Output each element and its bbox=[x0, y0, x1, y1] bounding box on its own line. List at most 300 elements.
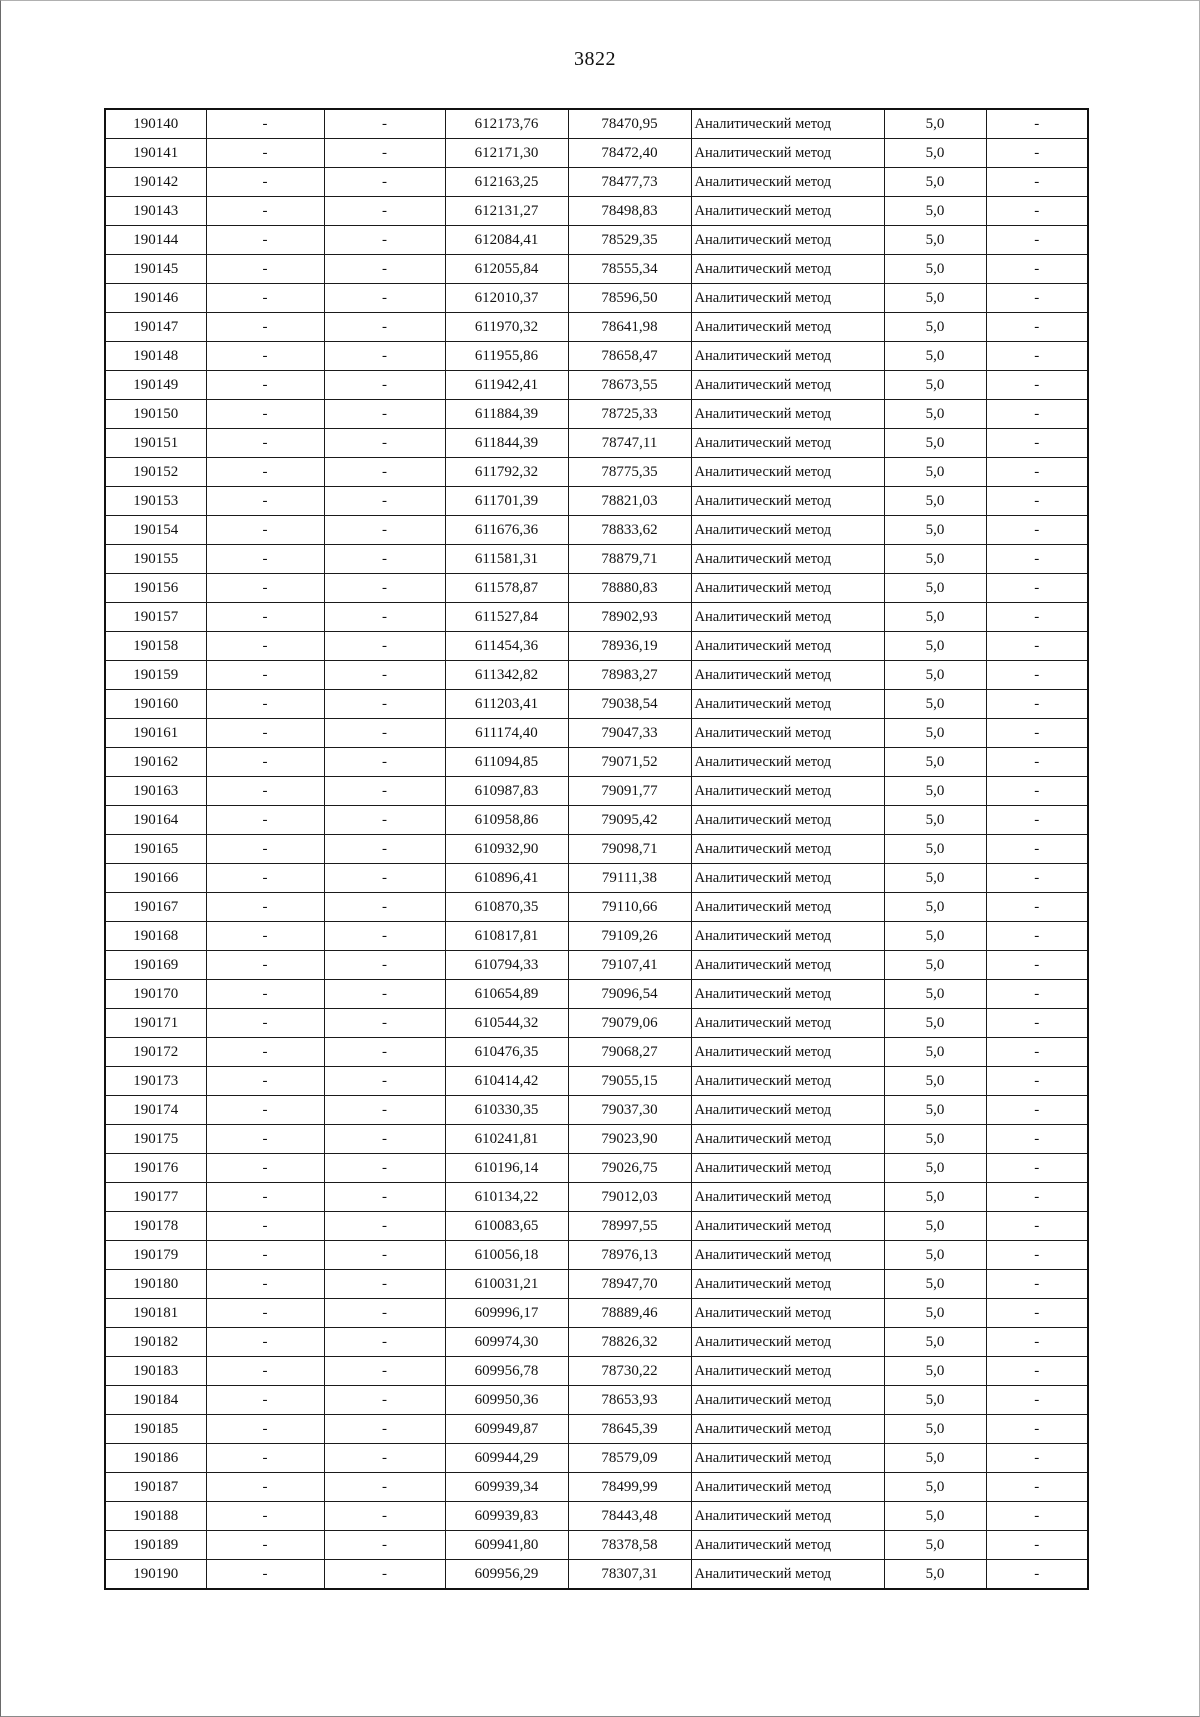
table-row bbox=[105, 109, 1088, 139]
accuracy-cell: 5,0 bbox=[884, 719, 986, 748]
accuracy-cell: 5,0 bbox=[884, 1415, 986, 1444]
accuracy-cell: 5,0 bbox=[884, 835, 986, 864]
empty-value-cell: - bbox=[206, 545, 324, 574]
empty-value-cell: - bbox=[324, 951, 445, 980]
point-number-cell: 190188 bbox=[105, 1502, 206, 1531]
method-cell: Аналитический метод bbox=[691, 690, 884, 719]
table-row bbox=[105, 777, 1088, 806]
table-row bbox=[105, 835, 1088, 864]
method-cell: Аналитический метод bbox=[691, 168, 884, 197]
empty-value-cell: - bbox=[324, 1270, 445, 1299]
y-coordinate-cell: 78470,95 bbox=[568, 109, 691, 139]
empty-value-cell: - bbox=[986, 1183, 1088, 1212]
empty-value-cell: - bbox=[324, 980, 445, 1009]
accuracy-cell: 5,0 bbox=[884, 980, 986, 1009]
accuracy-cell: 5,0 bbox=[884, 922, 986, 951]
x-coordinate-cell: 609974,30 bbox=[445, 1328, 568, 1357]
accuracy-cell: 5,0 bbox=[884, 342, 986, 371]
empty-value-cell: - bbox=[324, 1328, 445, 1357]
point-number-cell: 190182 bbox=[105, 1328, 206, 1357]
y-coordinate-cell: 78378,58 bbox=[568, 1531, 691, 1560]
empty-value-cell: - bbox=[986, 371, 1088, 400]
table-row bbox=[105, 168, 1088, 197]
empty-value-cell: - bbox=[324, 1531, 445, 1560]
empty-value-cell: - bbox=[986, 1067, 1088, 1096]
x-coordinate-cell: 611701,39 bbox=[445, 487, 568, 516]
empty-value-cell: - bbox=[206, 574, 324, 603]
x-coordinate-cell: 610794,33 bbox=[445, 951, 568, 980]
method-cell: Аналитический метод bbox=[691, 1531, 884, 1560]
empty-value-cell: - bbox=[206, 1386, 324, 1415]
x-coordinate-cell: 611792,32 bbox=[445, 458, 568, 487]
y-coordinate-cell: 79110,66 bbox=[568, 893, 691, 922]
y-coordinate-cell: 79109,26 bbox=[568, 922, 691, 951]
method-cell: Аналитический метод bbox=[691, 1415, 884, 1444]
empty-value-cell: - bbox=[986, 1560, 1088, 1590]
method-cell: Аналитический метод bbox=[691, 748, 884, 777]
empty-value-cell: - bbox=[324, 1212, 445, 1241]
table-row bbox=[105, 1560, 1088, 1590]
accuracy-cell: 5,0 bbox=[884, 777, 986, 806]
x-coordinate-cell: 612173,76 bbox=[445, 109, 568, 139]
accuracy-cell: 5,0 bbox=[884, 1560, 986, 1590]
y-coordinate-cell: 78936,19 bbox=[568, 632, 691, 661]
y-coordinate-cell: 79098,71 bbox=[568, 835, 691, 864]
y-coordinate-cell: 78529,35 bbox=[568, 226, 691, 255]
point-number-cell: 190172 bbox=[105, 1038, 206, 1067]
method-cell: Аналитический метод bbox=[691, 835, 884, 864]
accuracy-cell: 5,0 bbox=[884, 1212, 986, 1241]
empty-value-cell: - bbox=[986, 197, 1088, 226]
y-coordinate-cell: 78596,50 bbox=[568, 284, 691, 313]
table-row bbox=[105, 1154, 1088, 1183]
empty-value-cell: - bbox=[986, 429, 1088, 458]
table-row bbox=[105, 197, 1088, 226]
table-row bbox=[105, 1328, 1088, 1357]
x-coordinate-cell: 612163,25 bbox=[445, 168, 568, 197]
empty-value-cell: - bbox=[206, 487, 324, 516]
method-cell: Аналитический метод bbox=[691, 1299, 884, 1328]
empty-value-cell: - bbox=[324, 632, 445, 661]
empty-value-cell: - bbox=[206, 951, 324, 980]
empty-value-cell: - bbox=[206, 1183, 324, 1212]
accuracy-cell: 5,0 bbox=[884, 951, 986, 980]
accuracy-cell: 5,0 bbox=[884, 255, 986, 284]
empty-value-cell: - bbox=[324, 1154, 445, 1183]
y-coordinate-cell: 79055,15 bbox=[568, 1067, 691, 1096]
empty-value-cell: - bbox=[986, 1444, 1088, 1473]
point-number-cell: 190167 bbox=[105, 893, 206, 922]
empty-value-cell: - bbox=[324, 400, 445, 429]
y-coordinate-cell: 78477,73 bbox=[568, 168, 691, 197]
empty-value-cell: - bbox=[324, 864, 445, 893]
method-cell: Аналитический метод bbox=[691, 661, 884, 690]
empty-value-cell: - bbox=[206, 1444, 324, 1473]
x-coordinate-cell: 609944,29 bbox=[445, 1444, 568, 1473]
y-coordinate-cell: 79037,30 bbox=[568, 1096, 691, 1125]
table-row bbox=[105, 1386, 1088, 1415]
method-cell: Аналитический метод bbox=[691, 1328, 884, 1357]
x-coordinate-cell: 610870,35 bbox=[445, 893, 568, 922]
empty-value-cell: - bbox=[206, 893, 324, 922]
point-number-cell: 190171 bbox=[105, 1009, 206, 1038]
empty-value-cell: - bbox=[986, 1009, 1088, 1038]
method-cell: Аналитический метод bbox=[691, 1183, 884, 1212]
method-cell: Аналитический метод bbox=[691, 516, 884, 545]
accuracy-cell: 5,0 bbox=[884, 1067, 986, 1096]
point-number-cell: 190150 bbox=[105, 400, 206, 429]
accuracy-cell: 5,0 bbox=[884, 1328, 986, 1357]
accuracy-cell: 5,0 bbox=[884, 139, 986, 168]
point-number-cell: 190170 bbox=[105, 980, 206, 1009]
empty-value-cell: - bbox=[324, 690, 445, 719]
point-number-cell: 190146 bbox=[105, 284, 206, 313]
x-coordinate-cell: 610056,18 bbox=[445, 1241, 568, 1270]
x-coordinate-cell: 609956,78 bbox=[445, 1357, 568, 1386]
empty-value-cell: - bbox=[206, 1212, 324, 1241]
empty-value-cell: - bbox=[206, 284, 324, 313]
empty-value-cell: - bbox=[206, 1299, 324, 1328]
y-coordinate-cell: 78747,11 bbox=[568, 429, 691, 458]
table-row bbox=[105, 1444, 1088, 1473]
y-coordinate-cell: 78889,46 bbox=[568, 1299, 691, 1328]
x-coordinate-cell: 611970,32 bbox=[445, 313, 568, 342]
y-coordinate-cell: 78730,22 bbox=[568, 1357, 691, 1386]
x-coordinate-cell: 610083,65 bbox=[445, 1212, 568, 1241]
method-cell: Аналитический метод bbox=[691, 226, 884, 255]
point-number-cell: 190154 bbox=[105, 516, 206, 545]
accuracy-cell: 5,0 bbox=[884, 197, 986, 226]
point-number-cell: 190144 bbox=[105, 226, 206, 255]
point-number-cell: 190140 bbox=[105, 109, 206, 139]
table-row bbox=[105, 139, 1088, 168]
table-row bbox=[105, 1096, 1088, 1125]
empty-value-cell: - bbox=[986, 632, 1088, 661]
accuracy-cell: 5,0 bbox=[884, 516, 986, 545]
x-coordinate-cell: 609939,83 bbox=[445, 1502, 568, 1531]
empty-value-cell: - bbox=[206, 400, 324, 429]
accuracy-cell: 5,0 bbox=[884, 1096, 986, 1125]
point-number-cell: 190153 bbox=[105, 487, 206, 516]
method-cell: Аналитический метод bbox=[691, 429, 884, 458]
method-cell: Аналитический метод bbox=[691, 1386, 884, 1415]
empty-value-cell: - bbox=[986, 1125, 1088, 1154]
table-row bbox=[105, 1241, 1088, 1270]
table-row bbox=[105, 951, 1088, 980]
table-row bbox=[105, 1125, 1088, 1154]
accuracy-cell: 5,0 bbox=[884, 109, 986, 139]
point-number-cell: 190185 bbox=[105, 1415, 206, 1444]
empty-value-cell: - bbox=[324, 168, 445, 197]
empty-value-cell: - bbox=[324, 1444, 445, 1473]
point-number-cell: 190142 bbox=[105, 168, 206, 197]
empty-value-cell: - bbox=[986, 1502, 1088, 1531]
method-cell: Аналитический метод bbox=[691, 1125, 884, 1154]
empty-value-cell: - bbox=[986, 835, 1088, 864]
empty-value-cell: - bbox=[986, 139, 1088, 168]
table-row bbox=[105, 574, 1088, 603]
empty-value-cell: - bbox=[324, 139, 445, 168]
y-coordinate-cell: 79012,03 bbox=[568, 1183, 691, 1212]
empty-value-cell: - bbox=[324, 1299, 445, 1328]
accuracy-cell: 5,0 bbox=[884, 1444, 986, 1473]
y-coordinate-cell: 79091,77 bbox=[568, 777, 691, 806]
method-cell: Аналитический метод bbox=[691, 632, 884, 661]
accuracy-cell: 5,0 bbox=[884, 806, 986, 835]
empty-value-cell: - bbox=[986, 284, 1088, 313]
accuracy-cell: 5,0 bbox=[884, 458, 986, 487]
empty-value-cell: - bbox=[324, 1357, 445, 1386]
x-coordinate-cell: 611942,41 bbox=[445, 371, 568, 400]
table-row bbox=[105, 864, 1088, 893]
empty-value-cell: - bbox=[206, 748, 324, 777]
table-row bbox=[105, 661, 1088, 690]
empty-value-cell: - bbox=[986, 400, 1088, 429]
point-number-cell: 190183 bbox=[105, 1357, 206, 1386]
empty-value-cell: - bbox=[324, 893, 445, 922]
empty-value-cell: - bbox=[324, 255, 445, 284]
y-coordinate-cell: 78499,99 bbox=[568, 1473, 691, 1502]
table-row bbox=[105, 1299, 1088, 1328]
empty-value-cell: - bbox=[206, 516, 324, 545]
x-coordinate-cell: 611676,36 bbox=[445, 516, 568, 545]
coordinates-table bbox=[104, 108, 1089, 1590]
empty-value-cell: - bbox=[986, 1415, 1088, 1444]
x-coordinate-cell: 610987,83 bbox=[445, 777, 568, 806]
x-coordinate-cell: 610654,89 bbox=[445, 980, 568, 1009]
point-number-cell: 190145 bbox=[105, 255, 206, 284]
table-row bbox=[105, 1357, 1088, 1386]
method-cell: Аналитический метод bbox=[691, 951, 884, 980]
empty-value-cell: - bbox=[324, 1473, 445, 1502]
x-coordinate-cell: 610241,81 bbox=[445, 1125, 568, 1154]
empty-value-cell: - bbox=[206, 1096, 324, 1125]
empty-value-cell: - bbox=[986, 748, 1088, 777]
method-cell: Аналитический метод bbox=[691, 1357, 884, 1386]
point-number-cell: 190189 bbox=[105, 1531, 206, 1560]
accuracy-cell: 5,0 bbox=[884, 487, 986, 516]
empty-value-cell: - bbox=[986, 1531, 1088, 1560]
empty-value-cell: - bbox=[206, 1560, 324, 1590]
empty-value-cell: - bbox=[986, 255, 1088, 284]
empty-value-cell: - bbox=[986, 226, 1088, 255]
point-number-cell: 190181 bbox=[105, 1299, 206, 1328]
method-cell: Аналитический метод bbox=[691, 342, 884, 371]
table-row bbox=[105, 1067, 1088, 1096]
empty-value-cell: - bbox=[324, 545, 445, 574]
accuracy-cell: 5,0 bbox=[884, 1183, 986, 1212]
table-row bbox=[105, 1183, 1088, 1212]
accuracy-cell: 5,0 bbox=[884, 1154, 986, 1183]
empty-value-cell: - bbox=[986, 1096, 1088, 1125]
table-row bbox=[105, 342, 1088, 371]
empty-value-cell: - bbox=[206, 313, 324, 342]
accuracy-cell: 5,0 bbox=[884, 1038, 986, 1067]
method-cell: Аналитический метод bbox=[691, 777, 884, 806]
empty-value-cell: - bbox=[324, 1241, 445, 1270]
empty-value-cell: - bbox=[324, 313, 445, 342]
empty-value-cell: - bbox=[206, 922, 324, 951]
empty-value-cell: - bbox=[324, 835, 445, 864]
table-row bbox=[105, 806, 1088, 835]
y-coordinate-cell: 79107,41 bbox=[568, 951, 691, 980]
method-cell: Аналитический метод bbox=[691, 1270, 884, 1299]
x-coordinate-cell: 612084,41 bbox=[445, 226, 568, 255]
x-coordinate-cell: 610031,21 bbox=[445, 1270, 568, 1299]
x-coordinate-cell: 611578,87 bbox=[445, 574, 568, 603]
empty-value-cell: - bbox=[206, 371, 324, 400]
empty-value-cell: - bbox=[324, 574, 445, 603]
method-cell: Аналитический метод bbox=[691, 545, 884, 574]
y-coordinate-cell: 78472,40 bbox=[568, 139, 691, 168]
y-coordinate-cell: 79096,54 bbox=[568, 980, 691, 1009]
table-row bbox=[105, 1270, 1088, 1299]
x-coordinate-cell: 611454,36 bbox=[445, 632, 568, 661]
method-cell: Аналитический метод bbox=[691, 139, 884, 168]
point-number-cell: 190156 bbox=[105, 574, 206, 603]
table-row bbox=[105, 429, 1088, 458]
point-number-cell: 190147 bbox=[105, 313, 206, 342]
empty-value-cell: - bbox=[206, 1241, 324, 1270]
accuracy-cell: 5,0 bbox=[884, 748, 986, 777]
table-row bbox=[105, 487, 1088, 516]
table-row bbox=[105, 313, 1088, 342]
method-cell: Аналитический метод bbox=[691, 1096, 884, 1125]
empty-value-cell: - bbox=[986, 1357, 1088, 1386]
method-cell: Аналитический метод bbox=[691, 1067, 884, 1096]
x-coordinate-cell: 610134,22 bbox=[445, 1183, 568, 1212]
empty-value-cell: - bbox=[986, 487, 1088, 516]
y-coordinate-cell: 78833,62 bbox=[568, 516, 691, 545]
x-coordinate-cell: 609956,29 bbox=[445, 1560, 568, 1590]
y-coordinate-cell: 79071,52 bbox=[568, 748, 691, 777]
empty-value-cell: - bbox=[986, 109, 1088, 139]
method-cell: Аналитический метод bbox=[691, 1154, 884, 1183]
y-coordinate-cell: 78443,48 bbox=[568, 1502, 691, 1531]
empty-value-cell: - bbox=[986, 1386, 1088, 1415]
empty-value-cell: - bbox=[206, 168, 324, 197]
empty-value-cell: - bbox=[324, 1502, 445, 1531]
method-cell: Аналитический метод bbox=[691, 109, 884, 139]
empty-value-cell: - bbox=[206, 429, 324, 458]
accuracy-cell: 5,0 bbox=[884, 545, 986, 574]
table-row bbox=[105, 603, 1088, 632]
method-cell: Аналитический метод bbox=[691, 1473, 884, 1502]
x-coordinate-cell: 609939,34 bbox=[445, 1473, 568, 1502]
empty-value-cell: - bbox=[206, 226, 324, 255]
table-row bbox=[105, 545, 1088, 574]
y-coordinate-cell: 79047,33 bbox=[568, 719, 691, 748]
table-row bbox=[105, 1212, 1088, 1241]
y-coordinate-cell: 78775,35 bbox=[568, 458, 691, 487]
y-coordinate-cell: 78879,71 bbox=[568, 545, 691, 574]
y-coordinate-cell: 79079,06 bbox=[568, 1009, 691, 1038]
method-cell: Аналитический метод bbox=[691, 371, 884, 400]
x-coordinate-cell: 611844,39 bbox=[445, 429, 568, 458]
point-number-cell: 190186 bbox=[105, 1444, 206, 1473]
empty-value-cell: - bbox=[986, 922, 1088, 951]
y-coordinate-cell: 78645,39 bbox=[568, 1415, 691, 1444]
x-coordinate-cell: 612171,30 bbox=[445, 139, 568, 168]
empty-value-cell: - bbox=[324, 603, 445, 632]
y-coordinate-cell: 78307,31 bbox=[568, 1560, 691, 1590]
table-row bbox=[105, 226, 1088, 255]
accuracy-cell: 5,0 bbox=[884, 603, 986, 632]
empty-value-cell: - bbox=[324, 1038, 445, 1067]
y-coordinate-cell: 78579,09 bbox=[568, 1444, 691, 1473]
empty-value-cell: - bbox=[986, 516, 1088, 545]
method-cell: Аналитический метод bbox=[691, 458, 884, 487]
table-row bbox=[105, 284, 1088, 313]
empty-value-cell: - bbox=[986, 1270, 1088, 1299]
y-coordinate-cell: 78673,55 bbox=[568, 371, 691, 400]
y-coordinate-cell: 78826,32 bbox=[568, 1328, 691, 1357]
empty-value-cell: - bbox=[986, 719, 1088, 748]
method-cell: Аналитический метод bbox=[691, 1444, 884, 1473]
x-coordinate-cell: 610544,32 bbox=[445, 1009, 568, 1038]
point-number-cell: 190168 bbox=[105, 922, 206, 951]
accuracy-cell: 5,0 bbox=[884, 371, 986, 400]
empty-value-cell: - bbox=[324, 516, 445, 545]
y-coordinate-cell: 78997,55 bbox=[568, 1212, 691, 1241]
point-number-cell: 190179 bbox=[105, 1241, 206, 1270]
empty-value-cell: - bbox=[986, 1241, 1088, 1270]
point-number-cell: 190149 bbox=[105, 371, 206, 400]
method-cell: Аналитический метод bbox=[691, 893, 884, 922]
table-row bbox=[105, 1473, 1088, 1502]
x-coordinate-cell: 610932,90 bbox=[445, 835, 568, 864]
x-coordinate-cell: 611884,39 bbox=[445, 400, 568, 429]
empty-value-cell: - bbox=[986, 864, 1088, 893]
empty-value-cell: - bbox=[206, 719, 324, 748]
empty-value-cell: - bbox=[324, 197, 445, 226]
method-cell: Аналитический метод bbox=[691, 806, 884, 835]
empty-value-cell: - bbox=[206, 458, 324, 487]
empty-value-cell: - bbox=[986, 574, 1088, 603]
empty-value-cell: - bbox=[986, 1038, 1088, 1067]
point-number-cell: 190155 bbox=[105, 545, 206, 574]
table-row bbox=[105, 1009, 1088, 1038]
point-number-cell: 190162 bbox=[105, 748, 206, 777]
x-coordinate-cell: 611955,86 bbox=[445, 342, 568, 371]
method-cell: Аналитический метод bbox=[691, 400, 884, 429]
accuracy-cell: 5,0 bbox=[884, 1473, 986, 1502]
x-coordinate-cell: 612010,37 bbox=[445, 284, 568, 313]
empty-value-cell: - bbox=[206, 603, 324, 632]
y-coordinate-cell: 79095,42 bbox=[568, 806, 691, 835]
y-coordinate-cell: 78653,93 bbox=[568, 1386, 691, 1415]
y-coordinate-cell: 78976,13 bbox=[568, 1241, 691, 1270]
point-number-cell: 190157 bbox=[105, 603, 206, 632]
table-row bbox=[105, 893, 1088, 922]
empty-value-cell: - bbox=[206, 980, 324, 1009]
empty-value-cell: - bbox=[324, 371, 445, 400]
accuracy-cell: 5,0 bbox=[884, 168, 986, 197]
empty-value-cell: - bbox=[986, 545, 1088, 574]
empty-value-cell: - bbox=[206, 864, 324, 893]
method-cell: Аналитический метод bbox=[691, 1212, 884, 1241]
table-row bbox=[105, 400, 1088, 429]
y-coordinate-cell: 78725,33 bbox=[568, 400, 691, 429]
empty-value-cell: - bbox=[324, 661, 445, 690]
point-number-cell: 190177 bbox=[105, 1183, 206, 1212]
accuracy-cell: 5,0 bbox=[884, 1009, 986, 1038]
empty-value-cell: - bbox=[206, 1154, 324, 1183]
table-row bbox=[105, 516, 1088, 545]
y-coordinate-cell: 79038,54 bbox=[568, 690, 691, 719]
point-number-cell: 190180 bbox=[105, 1270, 206, 1299]
point-number-cell: 190176 bbox=[105, 1154, 206, 1183]
